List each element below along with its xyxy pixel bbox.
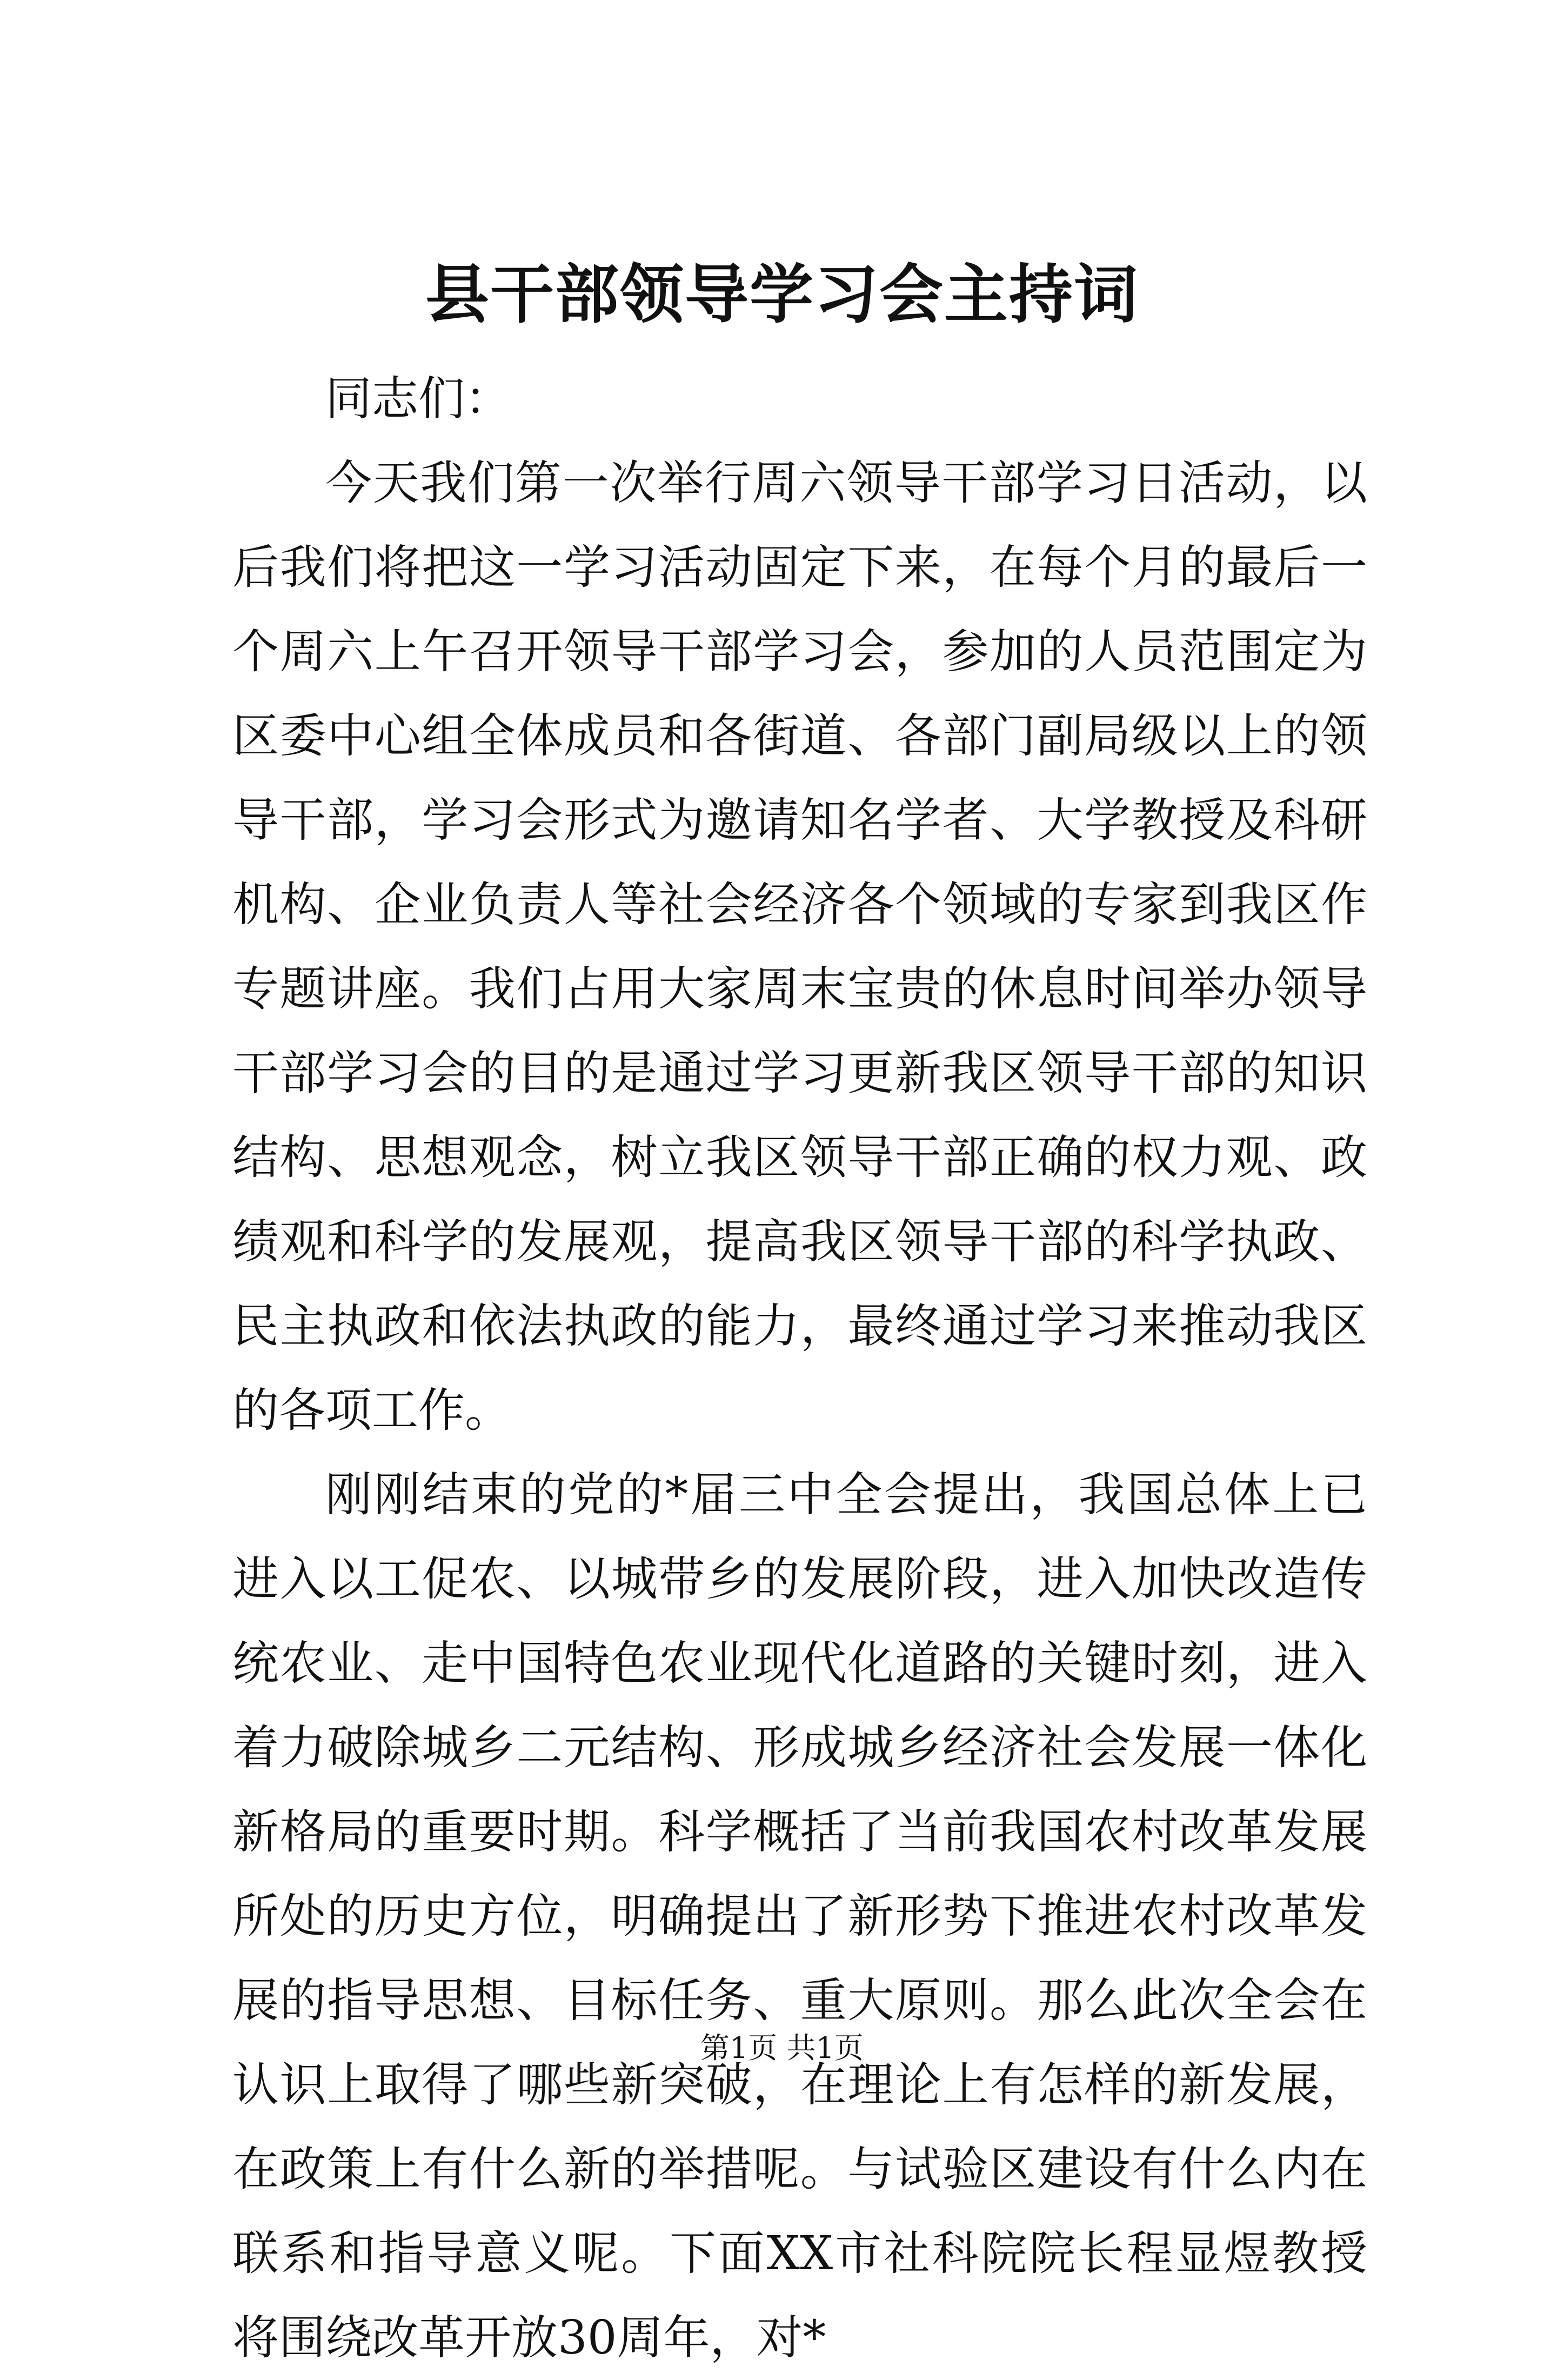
paragraph-1: 今天我们第一次举行周六领导干部学习日活动，以后我们将把这一学习活动固定下来，在每个月的最后一个周六上午召开领导干部学习会，参加的人员范围定为区委中心组全体成员和各街道、各部门副局级以上的领导干部，学习会形式为邀请知名学者、大学教授及科研机构、企业负责人等社会经济各个领域的专家到我区作专题讲座。我们占用大家周末宝贵的休息时间举办领导干部学习会的目的是通过学习更新我区领导干部的知识结构、思想观念，树立我区领导干部正确的权力观、政绩观和科学的发展观，提高我区领导干部的科学执政、民主执政和依法执政的能力，最终通过学习来推动我区的各项工作。 — [232, 456, 1367, 1438]
paragraph-2: 刚刚结束的党的*届三中全会提出，我国总体上已进入以工促农、以城带乡的发展阶段，进入加快改造传统农业、走中国特色农业现代化道路的关键时刻，进入着力破除城乡二元结构、形成城乡经济社会发展一体化新格局的重要时期。科学概括了当前我国农村改革发展所处的历史方位，明确提出了新形势下推进农村改革发展的指导思想、目标任务、重大原则。那么此次全会在认识上取得了哪些新突破，在理论上有怎样的新发展，在政策上有什么新的举措呢。与试验区建设有什么内在联系和指导意义呢。下面XX市社科院院长程显煜教授将围绕改革开放30周年，对* — [232, 1468, 1367, 2365]
document-title: 县干部领导学习会主持词 — [425, 257, 1139, 332]
page-footer: 第1页 共1页 — [700, 2031, 864, 2065]
document-body — [232, 357, 1367, 2380]
salutation: 同志们： — [325, 372, 511, 426]
